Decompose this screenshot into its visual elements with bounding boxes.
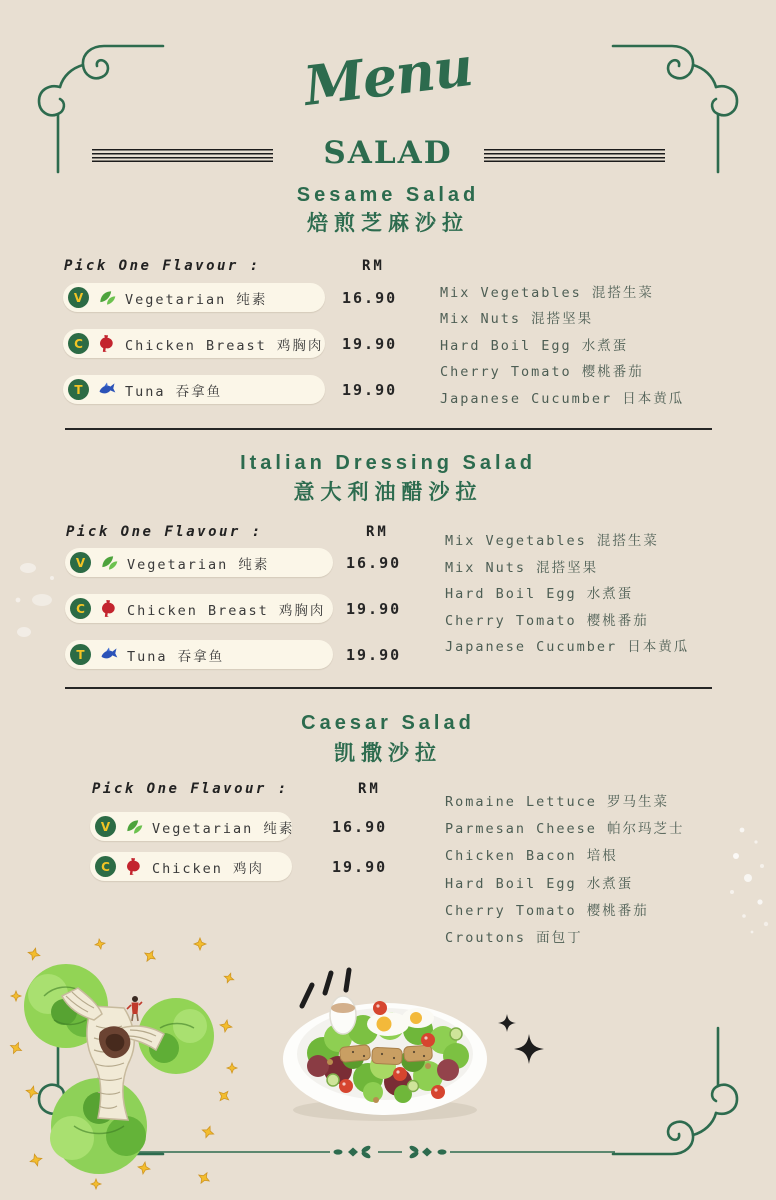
ingredient-item: Hard Boil Egg 水煮蛋 [445, 586, 634, 603]
ingredient-list-italian [445, 528, 689, 661]
leaf-icon [99, 553, 119, 573]
flavour-label: Chicken Breast 鸡胸肉 [127, 602, 326, 619]
ingredient-item: Romaine Lettuce 罗马生菜 [445, 794, 670, 810]
flavour-badge: V [68, 287, 89, 308]
section-title-zh-italian: 意大利油醋沙拉 [293, 480, 483, 504]
ingredient-list-sesame [440, 280, 684, 412]
section-title-italian: Italian Dressing Salad [240, 452, 536, 474]
ingredient-item: Mix Nuts 混搭坚果 [440, 311, 594, 328]
section-title-zh-caesar: 凯撒沙拉 [334, 741, 442, 765]
section-divider [65, 687, 712, 689]
flavour-price: 16.90 [342, 289, 398, 307]
leaf-icon [124, 817, 144, 837]
pick-one-label: Pick One Flavour : [66, 524, 263, 540]
ingredient-item: Hard Boil Egg 水煮蛋 [440, 337, 629, 354]
ingredient-item: Croutons 面包丁 [445, 930, 583, 947]
section-title-caesar: Caesar Salad [301, 712, 475, 734]
sparkle-icons [492, 1008, 550, 1076]
ingredient-item: Cherry Tomato 樱桃番茄 [445, 902, 649, 919]
flavour-price: 19.90 [346, 646, 402, 664]
flavour-pill-chicken [90, 852, 292, 881]
flavour-pill-vegetarian [65, 548, 333, 577]
flavour-label: Vegetarian 纯素 [125, 291, 268, 308]
fish-icon [97, 380, 117, 400]
flavour-price: 19.90 [332, 858, 388, 876]
category-heading: SALAD [323, 135, 453, 171]
menu-script-title: Menu [300, 33, 476, 119]
flavour-badge: C [95, 856, 116, 877]
flavour-badge: C [68, 333, 89, 354]
flavour-price: 19.90 [342, 335, 398, 353]
ingredient-item: Japanese Cucumber 日本黄瓜 [440, 390, 685, 407]
ingredient-item: Mix Vegetables 混搭生菜 [440, 285, 654, 301]
ingredient-item: Hard Boil Egg 水煮蛋 [445, 875, 634, 892]
flavour-label: Chicken Breast 鸡胸肉 [125, 337, 324, 354]
ingredient-item: Chicken Bacon 培根 [445, 848, 618, 865]
fish-icon [99, 645, 119, 665]
section-title-sesame: Sesame Salad [296, 184, 480, 206]
flavour-badge: V [95, 816, 116, 837]
currency-header: RM [366, 524, 389, 540]
flavour-badge: T [68, 379, 89, 400]
ingredient-item: Mix Vegetables 混搭生菜 [445, 533, 659, 549]
flavour-badge: C [70, 598, 91, 619]
flavour-label: Vegetarian 纯素 [152, 820, 295, 837]
paint-smudge [10, 548, 70, 658]
flavour-pill-vegetarian [63, 283, 325, 312]
leaf-icon [97, 288, 117, 308]
paint-splatter [722, 818, 776, 938]
flavour-pill-chicken-breast [63, 329, 325, 358]
flavour-label: Tuna 吞拿鱼 [125, 383, 223, 400]
corner-flourish-bottom-right [608, 1026, 768, 1176]
flavour-pill-tuna [63, 375, 325, 404]
pick-one-label: Pick One Flavour : [92, 781, 289, 797]
flavour-label: Chicken 鸡肉 [152, 860, 265, 877]
flavour-price: 19.90 [342, 381, 398, 399]
chicken-icon [99, 599, 119, 619]
flavour-label: Vegetarian 纯素 [127, 556, 270, 573]
ingredient-item: Cherry Tomato 樱桃番茄 [440, 364, 644, 381]
tree-illustration [4, 936, 240, 1200]
currency-header: RM [362, 258, 385, 274]
chicken-icon [97, 334, 117, 354]
chicken-icon [124, 857, 144, 877]
ingredient-item: Cherry Tomato 樱桃番茄 [445, 612, 649, 629]
flavour-label: Tuna 吞拿鱼 [127, 648, 225, 665]
ingredient-item: Parmesan Cheese 帕尔玛芝士 [445, 821, 685, 838]
flavour-price: 16.90 [346, 554, 402, 572]
flavour-price: 19.90 [346, 600, 402, 618]
section-divider [65, 428, 712, 430]
pick-one-label: Pick One Flavour : [64, 258, 261, 274]
ingredient-list-caesar [445, 789, 685, 952]
flavour-badge: V [70, 552, 91, 573]
flavour-pill-vegetarian [90, 812, 295, 841]
currency-header: RM [358, 781, 381, 797]
flavour-badge: T [70, 644, 91, 665]
flavour-price: 16.90 [332, 818, 388, 836]
flavour-pill-tuna [65, 640, 333, 669]
ingredient-item: Japanese Cucumber 日本黄瓜 [445, 639, 690, 656]
ingredient-item: Mix Nuts 混搭坚果 [445, 559, 599, 576]
flavour-pill-chicken-breast [65, 594, 333, 623]
section-title-zh-sesame: 焙煎芝麻沙拉 [307, 211, 469, 235]
